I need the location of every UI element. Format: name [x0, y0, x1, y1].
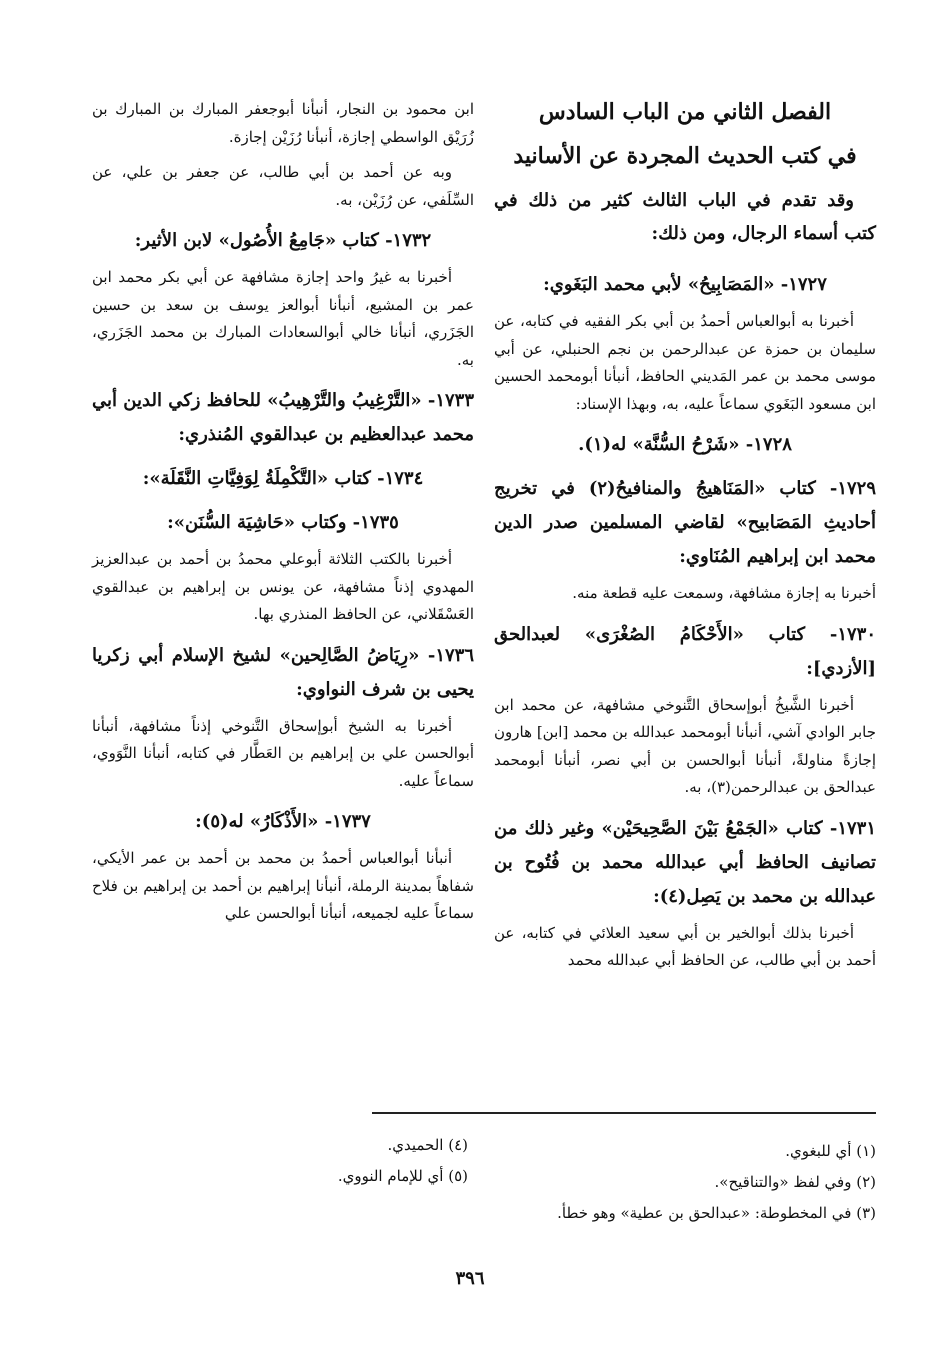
- section-title-line2: في كتب الحديث المجردة عن الأسانيد: [513, 143, 857, 169]
- entry-1727-heading: ١٧٢٧- «المَصَابِيحُ» لأبي محمد البَغَوي:: [543, 274, 827, 295]
- footnotes-right: [494, 1136, 876, 1229]
- section-title-line1: الفصل الثاني من الباب السادس: [538, 99, 832, 125]
- page-number: ٣٩٦: [455, 1268, 485, 1289]
- entry-1727-text: أخبرنا به أبوالعباس أحمدُ بن أبي بكر الفقيه في كتابه، عن سليمان بن حمزة عن عبدالرحمن بن نجم الحنبلي، عن أبي موسى محمد بن عمر المَديني الحافظ، أنبأنا أبومحمد الحسين ابن مسعود البَغَوي سماعاً عليه، به، وبهذا الإسناد:: [494, 312, 876, 413]
- footnote-4: (٤) الحميدي.: [387, 1136, 468, 1154]
- footnote-divider: [372, 1112, 876, 1114]
- entry-1737-heading: ١٧٣٧- «الأَذْكَارُ» له(٥):: [195, 811, 371, 832]
- entry-1735-text: أخبرنا بالكتب الثلاثة أبوعلي محمدُ بن أحمد بن عبدالعزيز المهدوي إذناً مشافهة، عن يونس بن إبراهيم بن عبدالقوي العَسْقَلاني، عن الحافظ المنذري بها.: [92, 550, 474, 623]
- right-column: [494, 86, 876, 983]
- entry-1735-heading: ١٧٣٥- وكتاب «حَاشِيَة السُّنَن»:: [167, 512, 399, 533]
- entry-1732-text: أخبرنا به غيرُ واحد إجازة مشافهة عن أبي بكر محمد ابن عمر بن المشيع، أنبأنا أبوالعز يوسف بن سعد بن حسين الجَزَري، أنبأنا خالي أبوالسعادات المبارك بن محمد الجَزَري، به.: [92, 268, 474, 369]
- entry-1731-heading: ١٧٣١- كتاب «الجَمْعُ بَيْنَ الصَّحِيحَيْن» وغير ذلك من تصانيف الحافظ أبي عبدالله محمد بن فُتُوح بن عبدالله بن محمد بن يَصِل(٤):: [494, 817, 876, 907]
- entry-1736-text: أخبرنا به الشيخ أبوإسحاق التَّنوخي إذناً مشافهة، أنبأنا أبوالحسن علي بن إبراهيم بن العَطَّار في كتابه، أنبأنا النَّوَوي، سماعاً عليه.: [92, 716, 474, 790]
- entry-1729-heading: ١٧٢٩- كتاب «المَنَاهيجُ والمنافيحُ(٢) في تخريج أحاديثِ المَصَابيح» لقاضي المسلمين صدر الدين محمد ابن إبراهيم المُنَاوي:: [494, 478, 876, 567]
- footnote-5: (٥) أي للإمام النووي.: [337, 1167, 468, 1185]
- entry-1731-text: أخبرنا بذلك أبوالخير بن أبي سعيد العلائي في كتابه، عن أحمد بن أبي طالب، عن الحافظ أبي عبدالله محمد: [494, 923, 876, 969]
- entry-1736-heading: ١٧٣٦- «رِيَاضُ الصَّالِحين» لشيخ الإسلام أبي زكريا يحيى بن شرف النواوي:: [92, 644, 474, 700]
- entry-1729-text: أخبرنا به إجازة مشافهة، وسمعت عليه قطعة منه.: [572, 584, 876, 602]
- section-intro: وقد تقدم في الباب الثالث كثير من ذلك في كتب أسماء الرجال، ومن ذلك:: [494, 190, 876, 244]
- footnote-2: (٢) وفي لفظ «والتناقيح».: [714, 1173, 876, 1191]
- footnote-3: (٣) في المخطوطة: «عبدالحق بن عطية» وهو خطأ.: [557, 1204, 876, 1222]
- footnote-1: (١) أي للبغوي.: [785, 1142, 876, 1160]
- continued-text: ابن محمود بن النجار، أنبأنا أبوجعفر المبارك بن المبارك بن زُرَيْق الواسطي إجازة، أنبأنا رُزَيْن إجازة.: [92, 100, 474, 146]
- entry-1732-heading: ١٧٣٢- كتاب «جَامِعُ الأُصُول» لابن الأثير:: [134, 230, 432, 251]
- entry-1730-heading: ١٧٣٠- كتاب «الأَحْكَامُ الصُغْرَى» لعبدالحق [الأزدي]:: [494, 623, 876, 679]
- entry-1733-heading: ١٧٣٣- «التَّرْغِيبُ والتَّرْهِيبُ» للحافظ زكي الدين أبي محمد عبدالعظيم بن عبدالقوي المُنذري:: [92, 390, 474, 445]
- entry-1737-text: أنبأنا أبوالعباس أحمدُ بن محمد بن أحمد بن عمر الأيكي، شفاهاً بمدينة الرملة، أنبأنا إبراهيم بن أحمد بن إبراهيم بن فلاح سماعاً عليه لجميعه، أنبأنا أبوالحسن علي: [92, 849, 474, 922]
- entry-1730-text: أخبرنا الشَّيخُ أبوإسحاق التَّنوخي مشافهة، عن محمد ابن جابر الوادي آشي، أنبأنا أبومحمد عبدالله بن محمد [ابن] هارون إجازةً مناولةً، أنبأنا أبوالحسن بن أبي نصر، أنبأنا أبومحمد عبدالحق بن عبدالرحمن(٣)، به.: [494, 695, 876, 796]
- continued-text-2: وبه عن أحمد بن أبي طالب، عن جعفر بن علي، عن السِّلَفي، عن رُزَيْن، به.: [92, 163, 474, 209]
- entry-1728-heading: ١٧٢٨- «شَرْحُ السُّنَّة» له(١).: [578, 434, 792, 455]
- left-column: [92, 86, 474, 936]
- footnotes-left: [92, 1130, 468, 1192]
- entry-1734-heading: ١٧٣٤- كتاب «التَّكْمِلَةُ لِوَفِيَّاتِ النَّقَلَة»:: [142, 468, 424, 489]
